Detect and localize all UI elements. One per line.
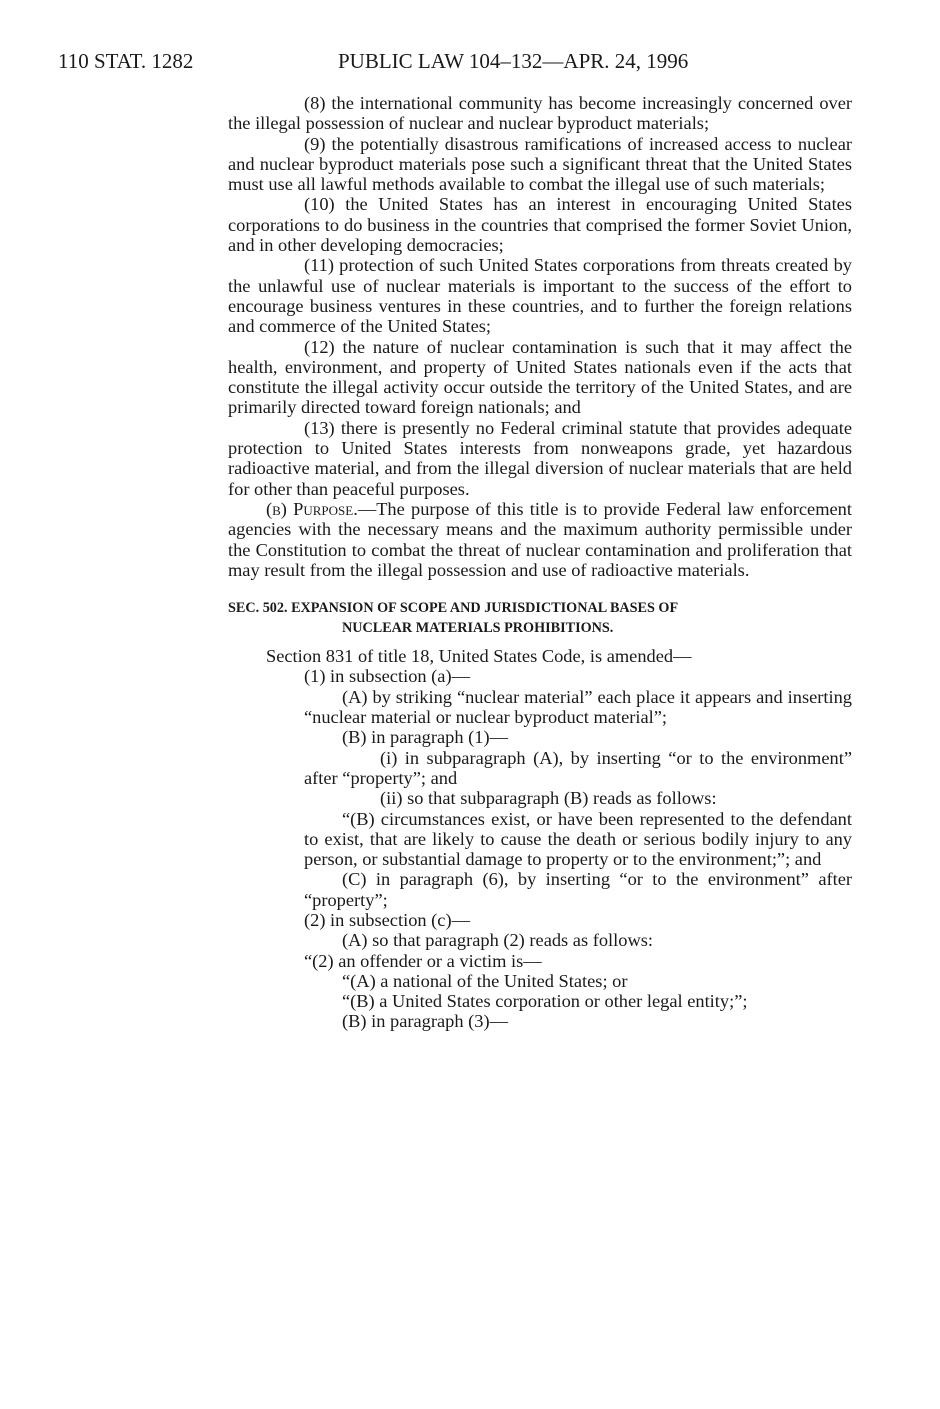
amendment-subsection-c: (2) in subsection (c)— <box>304 909 470 930</box>
page-reference: 110 STAT. 1282 <box>58 49 194 73</box>
finding-10: (10) the United States has an interest in encouraging United States corporations to do business in the countries that comprised the former Soviet Union, and in other developing democracies; <box>228 194 852 256</box>
document-body <box>228 93 852 1032</box>
finding-11: (11) protection of such United States corporations from threats created by the unlawful use of nuclear materials is important to the success of the effort to encourage business ventures in these countries, and to further the foreign relations and commerce of the United States; <box>228 255 852 337</box>
purpose-paragraph <box>228 499 852 580</box>
section-heading-line2: NUCLEAR MATERIALS PROHIBITIONS. <box>342 620 614 637</box>
finding-13: (13) there is presently no Federal criminal statute that provides adequate protection to United States interests from nonweapons grade, yet hazardous radioactive material, and from the illegal diversion of nuclear materials that are held for other than peaceful purposes. <box>228 417 852 499</box>
law-title: PUBLIC LAW 104–132—APR. 24, 1996 <box>338 49 689 73</box>
section-heading-line1: SEC. 502. EXPANSION OF SCOPE AND JURISDICTIONAL BASES OF <box>228 600 679 617</box>
quoted-paragraph-2-b: “(B) a United States corporation or other legal entity;”; <box>342 991 748 1012</box>
quoted-subparagraph-b: “(B) circumstances exist, or have been represented to the defendant to exist, that are likely to cause the death or serious bodily injury to any person, or substantial damage to property or to the environment;”; and <box>304 808 852 870</box>
finding-8: (8) the international community has become increasingly concerned over the illegal possession of nuclear and nuclear byproduct materials; <box>228 93 852 134</box>
purpose-heading: (b) Purpose. <box>266 498 358 519</box>
amendment-subsection-a: (1) in subsection (a)— <box>304 666 470 687</box>
amendment-c-paragraph-3: (B) in paragraph (3)— <box>342 1011 508 1032</box>
amendment-intro: Section 831 of title 18, United States Code, is amended— <box>266 646 692 667</box>
amendment-a-paragraph-6: (C) in paragraph (6), by inserting “or to the environment” after “property”; <box>304 869 852 910</box>
quoted-paragraph-2-a: “(A) a national of the United States; or <box>342 970 628 991</box>
amendment-a-paragraph-1: (B) in paragraph (1)— <box>342 727 508 748</box>
quoted-paragraph-2: “(2) an offender or a victim is— <box>304 950 542 971</box>
finding-12: (12) the nature of nuclear contamination is such that it may affect the health, environment, and property of United States nationals even if the acts that constitute the illegal activity occur outside the territory of the United States, and are primarily directed toward foreign nationals; and <box>228 336 852 418</box>
purpose-text: —The purpose of this title is to provide Federal law enforcement agencies with the necessary means and the maximum authority permissible under the Constitution to combat the threat of nuclear contamination and proliferation that may result from the illegal possession and use of radioactive materials. <box>228 498 852 580</box>
page-header <box>58 46 778 76</box>
section-heading <box>228 598 852 638</box>
amendment-a-striking: (A) by striking “nuclear material” each place it appears and inserting “nuclear material or nuclear byproduct material”; <box>304 686 852 728</box>
finding-9: (9) the potentially disastrous ramifications of increased access to nuclear and nuclear byproduct materials pose such a significant threat that the United States must use all lawful methods available to combat the illegal use of such materials; <box>228 133 852 195</box>
amendment-a-1-i: (i) in subparagraph (A), by inserting “or to the environment” after “property”; and <box>304 747 852 788</box>
amendment-c-paragraph-2: (A) so that paragraph (2) reads as follows: <box>342 930 654 951</box>
amendment-a-1-ii: (ii) so that subparagraph (B) reads as follows: <box>380 788 717 809</box>
